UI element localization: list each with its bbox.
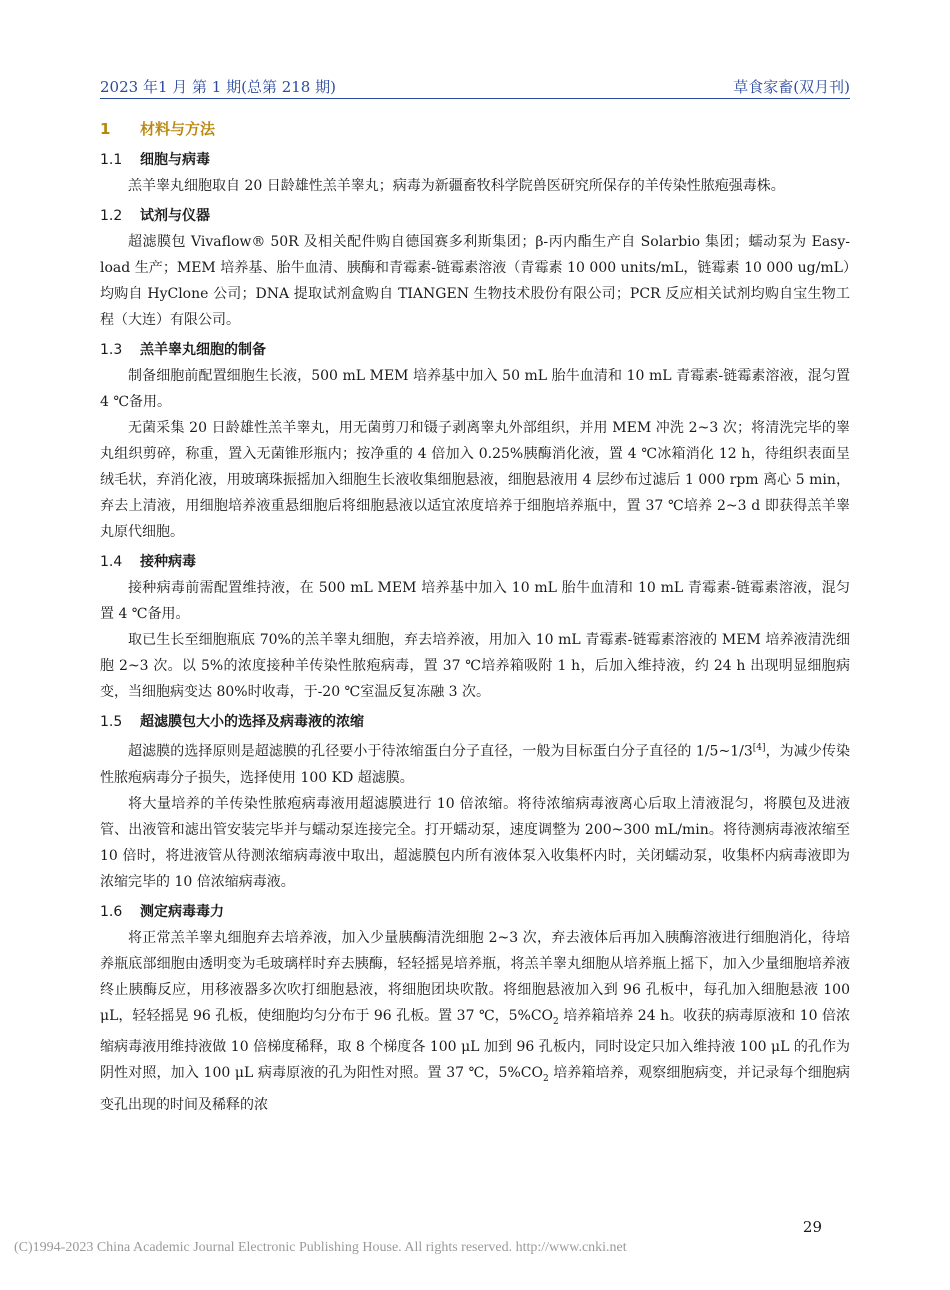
subsection-heading-1-1 xyxy=(100,149,850,169)
paragraph xyxy=(100,735,850,791)
article-body xyxy=(100,112,850,1118)
paragraph-text: ，为减少传染性脓疱病毒分子损失，选择使用 100 KD 超滤膜。 xyxy=(100,743,850,786)
subscript: 2 xyxy=(542,1074,549,1085)
subsection-heading-1-4 xyxy=(100,551,850,571)
citation-ref: [4] xyxy=(752,743,766,753)
paragraph: 制备细胞前配置细胞生长液，500 mL MEM 培养基中加入 50 mL 胎牛血清和 10 mL 青霉素-链霉素溶液，混匀置 4 ℃备用。 xyxy=(100,368,850,410)
subsection-heading-1-5 xyxy=(100,711,850,731)
subsection-number: 1.2 xyxy=(100,208,123,224)
header-divider xyxy=(100,98,850,99)
page-number: 29 xyxy=(802,1218,822,1236)
subsection-title: 接种病毒 xyxy=(140,554,196,570)
paragraph: 取已生长至细胞瓶底 70%的羔羊睾丸细胞，弃去培养液，用加入 10 mL 青霉素-链霉素溶液的 MEM 培养液清洗细胞 2~3 次。以 5%的浓度接种羊传染性脓疱病毒，置 37 ℃培养箱吸附 1 h，后加入维持液，约 24 h 出现明显细胞病变，当细胞病变达 80%时收毒，于-20 ℃室温反复冻融 3 次。 xyxy=(100,632,850,700)
subsection-number: 1.4 xyxy=(100,554,123,570)
subsection-title: 测定病毒毒力 xyxy=(140,903,224,920)
subsection-heading-1-3 xyxy=(100,339,850,359)
paragraph: 将大量培养的羊传染性脓疱病毒液用超滤膜进行 10 倍浓缩。将待浓缩病毒液离心后取上清液混匀，将膜包及进液管、出液管和滤出管安装完毕并与蠕动泵连接完全。打开蠕动泵，速度调整为 200~300 mL/min。将待测病毒液浓缩至 10 倍时，将进液管从待测浓缩病毒液中取出，超滤膜包内所有液体泵入收集杯内时，关闭蠕动泵，收集杯内病毒液即为浓缩完毕的 10 倍浓缩病毒液。 xyxy=(100,795,850,890)
paragraph: 无菌采集 20 日龄雄性羔羊睾丸，用无菌剪刀和镊子剥离睾丸外部组织，并用 MEM 冲洗 2~3 次；将清洗完毕的睾丸组织剪碎，称重，置入无菌锥形瓶内；按净重的 4 倍加入 0.25%胰酶消化液，置 4 ℃冰箱消化 12 h，待组织表面呈绒毛状，弃消化液，用玻璃珠振摇加入细胞生长液收集细胞悬液，细胞悬液用 4 层纱布过滤后 1 000 rpm 离心 5 min，弃去上清液，用细胞培养液重悬细胞后将细胞悬液以适宜浓度培养于细胞培养瓶中，置 37 ℃培养 2~3 d 即获得羔羊睾丸原代细胞。 xyxy=(100,420,850,540)
subsection-heading-1-6 xyxy=(100,901,850,921)
subsection-title: 试剂与仪器 xyxy=(140,208,210,224)
journal-name: 草食家畜(双月刊) xyxy=(733,78,850,96)
subsection-number: 1.3 xyxy=(100,342,123,358)
paragraph-text: 将正常羔羊睾丸细胞弃去培养液，加入少量胰酶清洗细胞 2~3 次，弃去液体后再加入胰酶溶液进行细胞消化，待培养瓶底部细胞由透明变为毛玻璃样时弃去胰酶，轻轻摇晃培养瓶，将羔羊睾丸细胞从培养瓶上摇下，加入少量细胞培养液终止胰酶反应，用移液器多次吹打细胞悬液，将细胞团块吹散。将细胞悬液加入到 96 孔板中，每孔加入细胞悬液 100 μL，轻轻摇晃 96 孔板，使细胞均匀分布于 96 孔板。置 37 ℃，5%CO xyxy=(100,929,850,1024)
paragraph-text: 超滤膜的选择原则是超滤膜的孔径要小于待浓缩蛋白分子直径，一般为目标蛋白分子直径的 1/5~1/3 xyxy=(128,743,753,760)
running-header xyxy=(100,72,850,100)
paragraph: 超滤膜包 Vivaflow® 50R 及相关配件购自德国赛多利斯集团；β-丙内酯生产自 Solarbio 集团；蠕动泵为 Easy-load 生产；MEM 培养基、胎牛血清、胰酶和青霉素-链霉素溶液（青霉素 10 000 units/mL，链霉素 10 000 ug/mL）均购自 HyClone 公司；DNA 提取试剂盒购自 TIANGEN 生物技术股份有限公司；PCR 反应相关试剂均购自宝生物工程（大连）有限公司。 xyxy=(100,234,850,328)
subsection-title: 超滤膜包大小的选择及病毒液的浓缩 xyxy=(140,714,364,730)
paragraph: 接种病毒前需配置维持液，在 500 mL MEM 培养基中加入 10 mL 胎牛血清和 10 mL 青霉素-链霉素溶液，混匀置 4 ℃备用。 xyxy=(100,580,850,622)
subsection-number: 1.1 xyxy=(100,152,123,168)
paragraph-text: 培养箱培养，观察细胞病变，并记录每个细胞病变孔出现的时间及稀释的浓 xyxy=(100,1065,850,1114)
subsection-heading-1-2 xyxy=(100,205,850,225)
subsection-number: 1.5 xyxy=(100,714,123,730)
section-number: 1 xyxy=(100,120,111,138)
section-heading xyxy=(100,118,850,139)
copyright-footer: (C)1994-2023 China Academic Journal Electronic Publishing House. All rights reserved. http://www.cnki.net xyxy=(14,1240,627,1255)
paragraph: 羔羊睾丸细胞取自 20 日龄雄性羔羊睾丸；病毒为新疆畜牧科学院兽医研究所保存的羊传染性脓疱强毒株。 xyxy=(128,178,785,194)
subscript: 2 xyxy=(553,1016,559,1027)
subsection-title: 羔羊睾丸细胞的制备 xyxy=(140,342,266,358)
journal-issue: 2023 年1 月 第 1 期(总第 218 期) xyxy=(100,78,336,96)
subsection-title: 细胞与病毒 xyxy=(140,152,210,168)
paragraph-text: 培养箱培养 24 h。收获的病毒原液和 10 倍浓缩病毒液用维持液做 10 倍梯度稀释，取 8 个梯度各 100 μL 加到 96 孔板内，同时设定只加入维持液 100 μL 的孔作为阴性对照，加入 100 μL 病毒原液的孔为阳性对照。置 37 ℃，5%CO xyxy=(100,1007,850,1082)
subsection-number: 1.6 xyxy=(100,903,123,920)
paragraph xyxy=(100,925,850,1119)
section-title: 材料与方法 xyxy=(140,120,216,138)
